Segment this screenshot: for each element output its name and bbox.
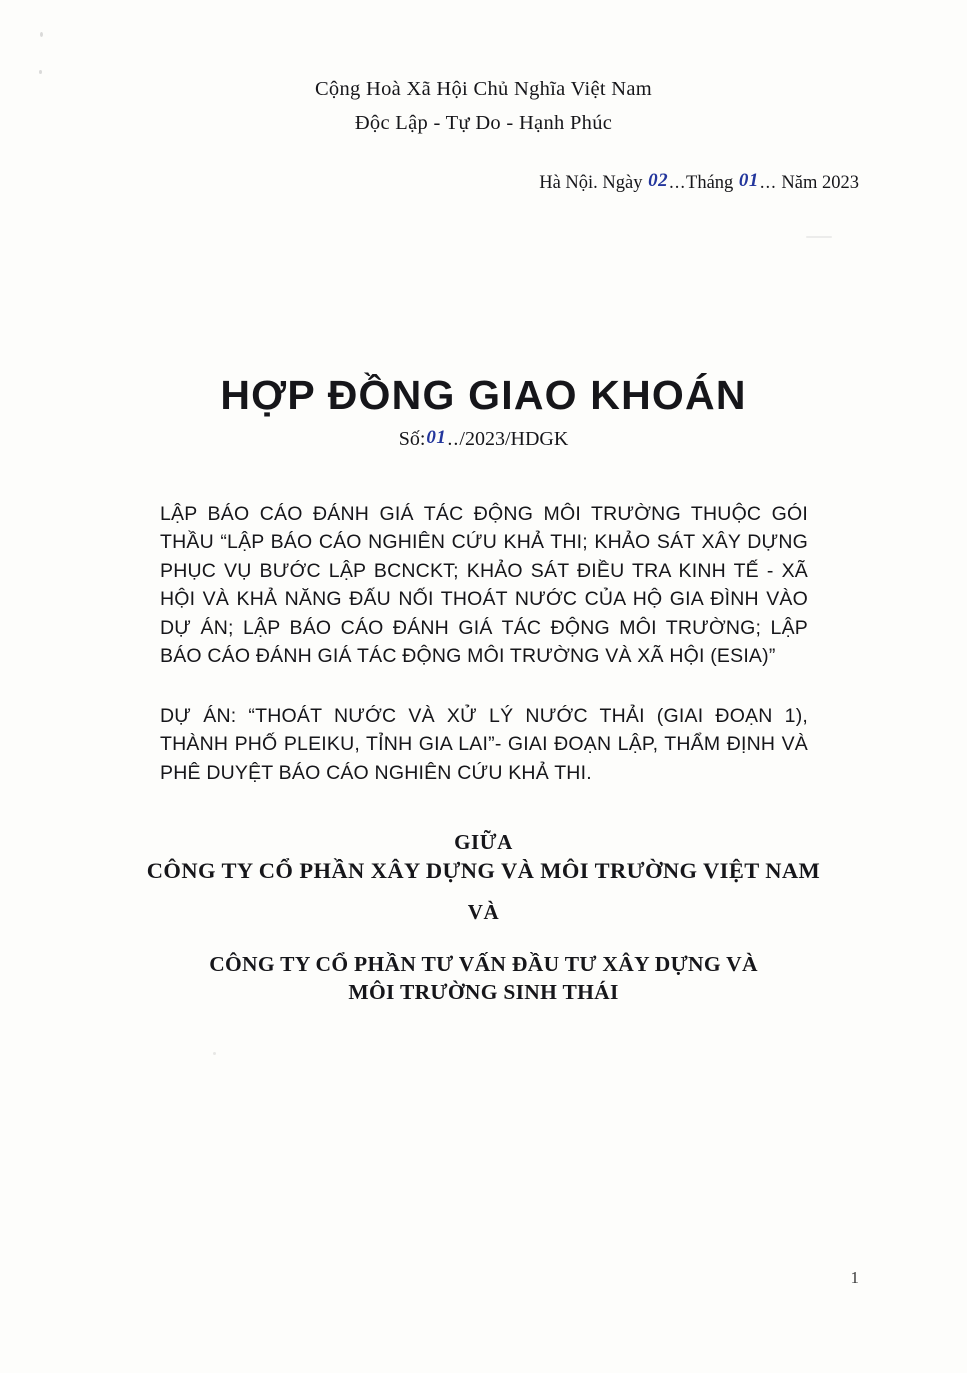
year-prefix: Năm bbox=[781, 173, 818, 193]
number-suffix: /2023/HDGK bbox=[459, 428, 569, 450]
place-and-date-line bbox=[539, 172, 859, 194]
month-prefix: Tháng bbox=[686, 173, 734, 193]
party-b-name bbox=[0, 950, 967, 1006]
contract-number-line bbox=[0, 428, 967, 451]
number-prefix: Số: bbox=[398, 428, 426, 450]
contract-number-handwritten: 01 bbox=[426, 427, 447, 448]
national-name-line: Cộng Hoà Xã Hội Chủ Nghĩa Việt Nam bbox=[314, 78, 653, 100]
party-a-name: CÔNG TY CỔ PHẦN XÂY DỰNG VÀ MÔI TRƯỜNG VIỆT NAM bbox=[146, 858, 821, 883]
year-value: 2023 bbox=[822, 173, 859, 193]
page-number: 1 bbox=[850, 1268, 859, 1287]
between-label: GIỮA bbox=[454, 830, 513, 854]
day-handwritten: 02 bbox=[648, 170, 669, 191]
month-dots: ... bbox=[759, 173, 777, 193]
page-title: HỢP ĐỒNG GIAO KHOÁN bbox=[220, 372, 747, 418]
number-dots: .. bbox=[447, 428, 460, 450]
day-dots: ... bbox=[669, 173, 687, 193]
and-label: VÀ bbox=[467, 900, 500, 924]
scan-speck bbox=[213, 1052, 216, 1055]
place-prefix: Hà Nội. Ngày bbox=[539, 173, 643, 193]
scope-paragraph: LẬP BÁO CÁO ĐÁNH GIÁ TÁC ĐỘNG MÔI TRƯỜNG THUỘC GÓI THẦU “LẬP BÁO CÁO NGHIÊN CỨU KHẢ THI; KHẢO SÁT XÂY DỰNG PHỤC VỤ BƯỚC LẬP BCNCKT; KHẢO SÁT ĐIỀU TRA KINH TẾ - XÃ HỘI VÀ KHẢ NĂNG ĐẤU NỐI THOÁT NƯỚC CỦA HỘ GIA ĐÌNH VÀO DỰ ÁN; LẬP BÁO CÁO ĐÁNH GIÁ TÁC ĐỘNG MÔI TRƯỜNG; LẬP BÁO CÁO ĐÁNH GIÁ TÁC ĐỘNG MÔI TRƯỜNG VÀ XÃ HỘI (ESIA)” bbox=[160, 503, 808, 668]
party-b-line-1: CÔNG TY CỔ PHẦN TƯ VẤN ĐẦU TƯ XÂY DỰNG VÀ bbox=[209, 952, 758, 976]
national-motto-line: Độc Lập - Tự Do - Hạnh Phúc bbox=[354, 112, 613, 134]
month-handwritten: 01 bbox=[738, 170, 759, 191]
party-b-line-2: MÔI TRƯỜNG SINH THÁI bbox=[348, 980, 619, 1004]
scan-speck bbox=[40, 32, 43, 37]
scan-speck bbox=[806, 236, 832, 238]
national-header bbox=[0, 74, 967, 138]
project-paragraph: DỰ ÁN: “THOÁT NƯỚC VÀ XỬ LÝ NƯỚC THẢI (GIAI ĐOẠN 1), THÀNH PHỐ PLEIKU, TỈNH GIA LAI”- GIAI ĐOẠN LẬP, THẨM ĐỊNH VÀ PHÊ DUYỆT BÁO CÁO NGHIÊN CỨU KHẢ THI. bbox=[160, 705, 808, 784]
